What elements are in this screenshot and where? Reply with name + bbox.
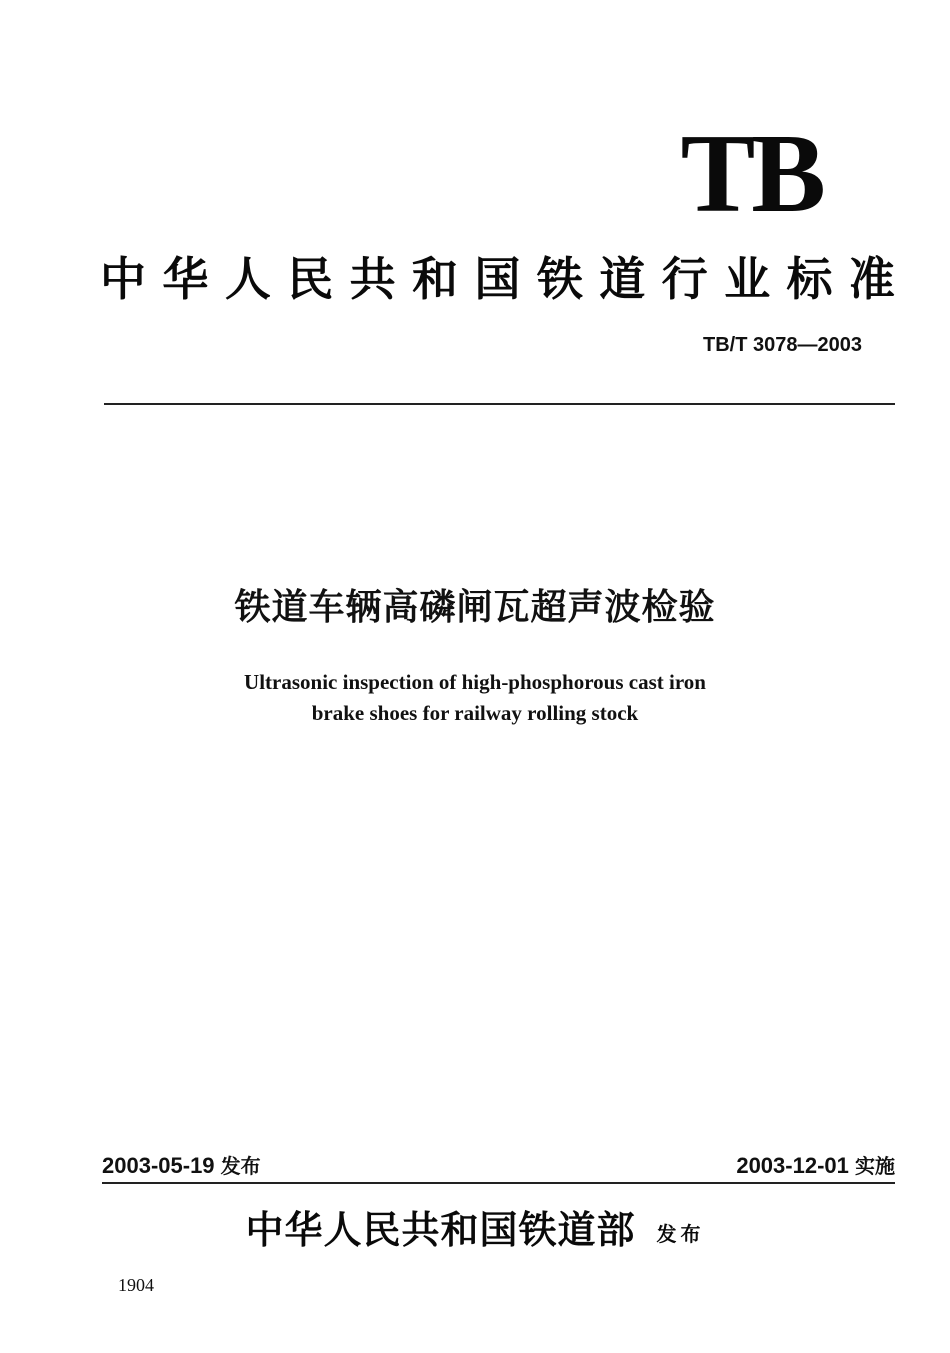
issuer-action: 发布: [656, 1222, 705, 1246]
industry-title-char: 中: [100, 252, 146, 306]
industry-title-char: 人: [224, 252, 271, 306]
industry-title-char: 行: [661, 252, 708, 306]
issuer-row: [0, 1202, 950, 1258]
industry-title-char: 道: [599, 252, 646, 306]
english-title-line-1: Ultrasonic inspection of high-phosphorous cast iron: [244, 670, 706, 694]
page-number: 1904: [118, 1275, 154, 1295]
date-row: [102, 1150, 895, 1182]
issued-label: 发布: [220, 1154, 261, 1178]
industry-title-char: 和: [412, 252, 459, 306]
industry-title-char: 业: [724, 252, 771, 306]
industry-standard-title: [100, 248, 895, 310]
industry-title-char: 华: [162, 252, 209, 306]
effective-date-group: [736, 1150, 895, 1182]
industry-title-char: 准: [848, 252, 895, 306]
english-title-line-2: brake shoes for railway rolling stock: [311, 701, 639, 725]
industry-title-char: 国: [474, 252, 521, 306]
industry-title-char: 共: [349, 252, 396, 306]
chinese-title: 铁道车辆高磷闸瓦超声波检验: [234, 587, 716, 628]
english-title: [0, 667, 950, 729]
standard-number: TB/T 3078—2003: [703, 334, 862, 356]
industry-title-char: 标: [786, 252, 833, 306]
issued-date-group: [102, 1150, 261, 1182]
issued-date: 2003-05-19: [102, 1153, 215, 1178]
effective-label: 实施: [855, 1154, 895, 1178]
industry-title-char: 铁: [536, 252, 583, 306]
industry-title-char: 民: [287, 252, 334, 306]
header-divider: [104, 403, 895, 405]
issuer-name: 中华人民共和国铁道部: [245, 1207, 636, 1252]
tb-logo: TB: [680, 112, 822, 236]
effective-date: 2003-12-01: [736, 1153, 849, 1178]
footer-divider: [102, 1182, 895, 1184]
